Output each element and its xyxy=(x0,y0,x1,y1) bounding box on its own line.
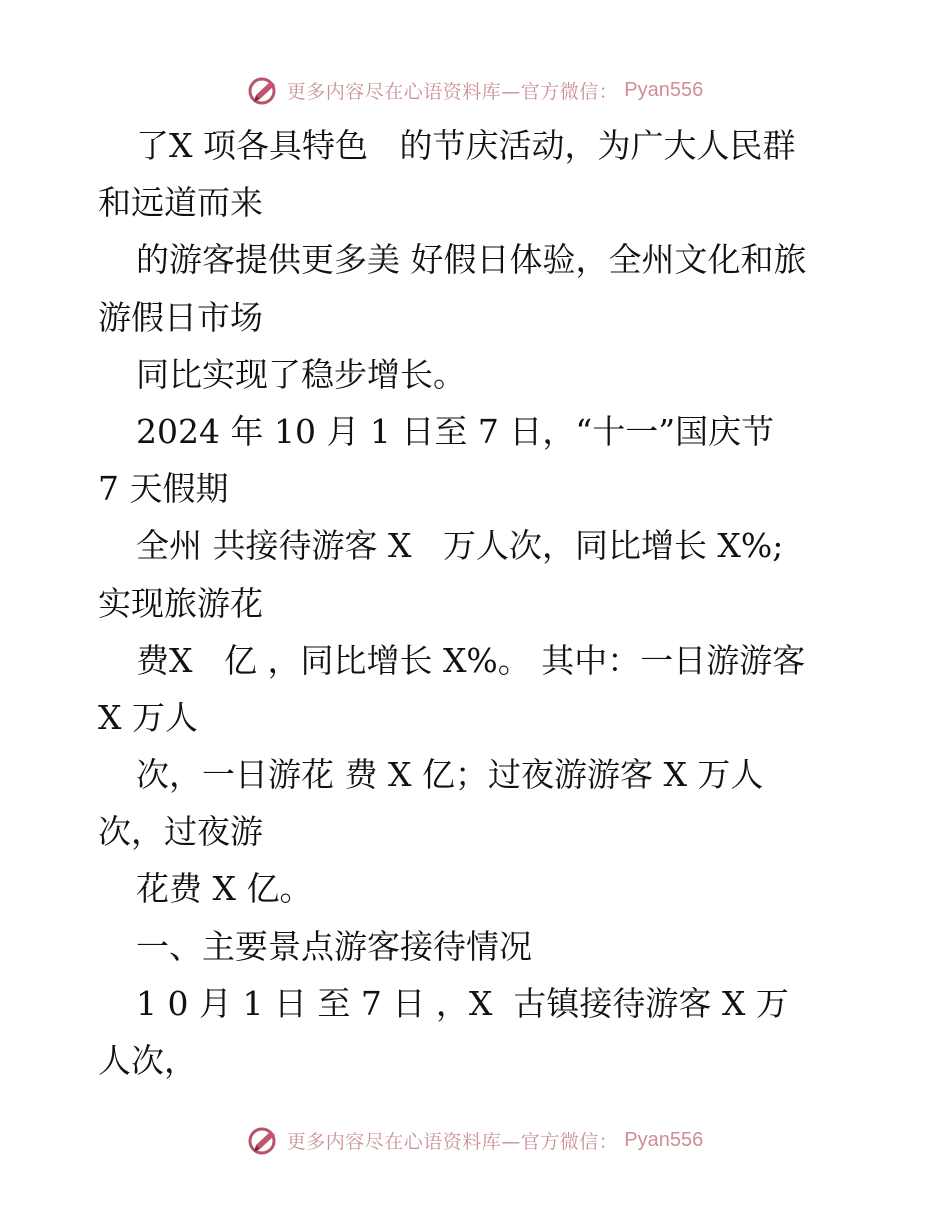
watermark-header xyxy=(0,70,950,110)
watermark-wechat-id: Pyan556 xyxy=(624,1128,704,1151)
watermark-text: 更多内容尽在心语资料库—官方微信： xyxy=(286,80,619,103)
text-line: 人次， xyxy=(98,1041,197,1080)
text-line: 游假日市场 xyxy=(98,297,263,337)
text-line: 同比实现了稳步增长。 xyxy=(136,354,466,394)
text-line: 的游客提供更多美 好假日体验，全州文化和旅 xyxy=(136,240,807,280)
text-line: 了X 项各具特色 的节庆活动，为广大人民群 xyxy=(136,126,796,165)
watermark-footer xyxy=(0,1120,950,1160)
pen-circle-logo-icon xyxy=(247,73,281,107)
text-line: 2024 年 10 月 1 日至 7 日，“十一”国庆节 xyxy=(136,411,775,451)
pen-circle-logo-icon xyxy=(247,1123,281,1157)
document-body xyxy=(98,117,858,1089)
watermark-text: 更多内容尽在心语资料库—官方微信： xyxy=(286,1130,619,1153)
text-line: 实现旅游花 xyxy=(98,583,263,623)
text-line: 次，一日游花 费 X 亿；过夜游游客 X 万人 xyxy=(136,755,764,795)
text-line: 和远道而来 xyxy=(98,183,263,223)
text-line: 1 0 月 1 日 至 7 日 ，X 古镇接待游客 X 万 xyxy=(136,983,789,1023)
text-line: 7 天假期 xyxy=(98,469,229,509)
text-line: 次，过夜游 xyxy=(98,812,263,852)
text-line: X 万人 xyxy=(98,697,198,737)
text-line: 一、主要景点游客接待情况 xyxy=(136,926,532,966)
text-line: 全州 共接待游客 X 万人次，同比增长 X%; xyxy=(136,526,784,566)
watermark-wechat-id: Pyan556 xyxy=(624,78,704,101)
text-line: 花费 X 亿。 xyxy=(136,869,313,909)
text-line: 费X 亿 ，同比增长 X%。 其中：一日游游客 xyxy=(136,640,806,680)
